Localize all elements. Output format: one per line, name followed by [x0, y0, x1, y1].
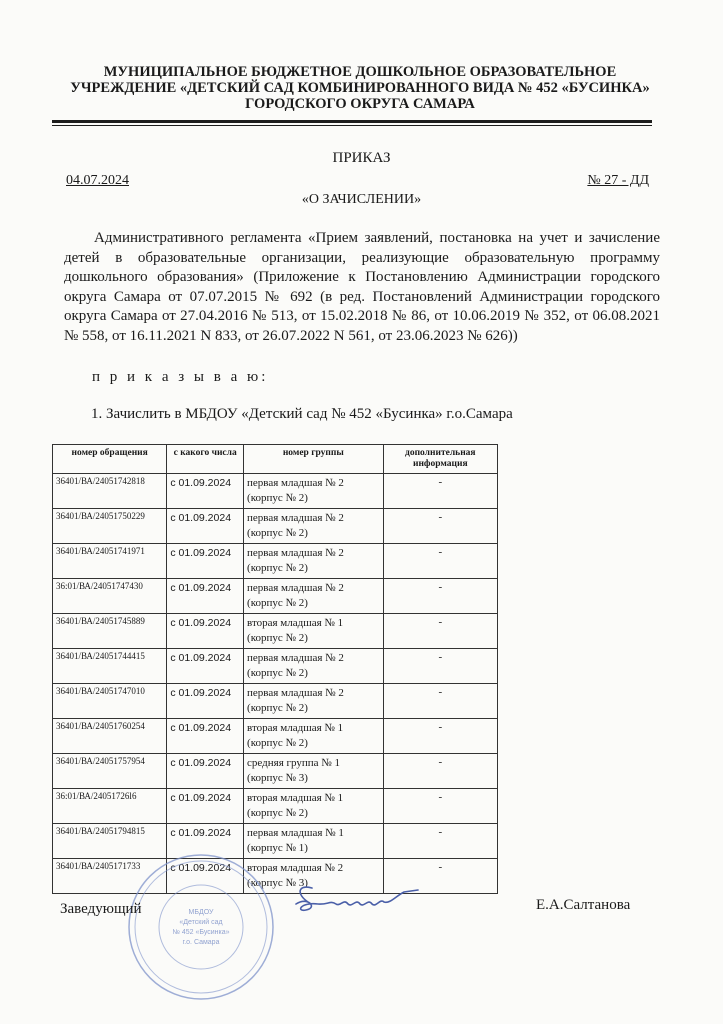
group-cell — [244, 789, 384, 824]
additional-info: - — [383, 859, 497, 894]
stamp-text-2: «Детский сад — [179, 919, 223, 926]
group-name: первая младшая № 2 — [247, 582, 344, 594]
table-row — [53, 579, 498, 614]
enroll-date: с 01.09.2024 — [167, 859, 244, 894]
additional-info: - — [383, 474, 497, 509]
group-name: первая младшая № 2 — [247, 512, 344, 524]
additional-info: - — [383, 754, 497, 789]
enroll-date: с 01.09.2024 — [167, 824, 244, 859]
enroll-date: с 01.09.2024 — [167, 579, 244, 614]
order-date: 04.07.2024 — [66, 173, 129, 188]
request-number: 36401/ВА/24051794815 — [53, 824, 167, 859]
request-number: 36:01/ВА/24051747430 — [53, 579, 167, 614]
group-building: (корпус № 3) — [247, 772, 308, 784]
group-cell — [244, 719, 384, 754]
enroll-date: с 01.09.2024 — [167, 754, 244, 789]
group-building: (корпус № 2) — [247, 632, 308, 644]
table-row — [53, 649, 498, 684]
stamp-text-3: № 452 «Бусинка» — [172, 929, 230, 936]
group-cell — [244, 684, 384, 719]
enrollment-table — [52, 444, 498, 894]
group-name: средняя группа № 1 — [247, 757, 341, 769]
additional-info: - — [383, 824, 497, 859]
request-number: 36401/ВА/2405171733 — [53, 859, 167, 894]
group-cell — [244, 544, 384, 579]
order-subject: «О ЗАЧИСЛЕНИИ» — [301, 192, 422, 207]
request-number: 36401/ВА/24051760254 — [53, 719, 167, 754]
column-header-date: с какого числа — [167, 445, 244, 474]
stamp-text-4: г.о. Самара — [182, 939, 220, 946]
stamp-text-1: МБДОУ — [188, 909, 214, 916]
request-number: 36401/ВА/24051745889 — [53, 614, 167, 649]
regulation-paragraph: Административного регламента «Прием заявлений, постановка на учет и зачисление детей в образовательные организации, реализующие образовательную программу дошкольного образования» (Приложение к Постановлению Администрации городского округа Самара от 07.07.2015 № 692 (в ред. Постановлений Администрации городского округа Самара от 27.04.2016 № 513, от 15.02.2018 № 86, от 10.06.2019 № 352, от 06.08.2021 № 558, от 16.11.2021 N 833, от 26.07.2022 N 561, от 23.06.2023 № 626)) — [64, 230, 660, 344]
group-building: (корпус № 3) — [247, 877, 308, 889]
table-row — [53, 719, 498, 754]
group-name: вторая младшая № 2 — [247, 862, 344, 874]
request-number: 36401/ВА/24051741971 — [53, 544, 167, 579]
additional-info: - — [383, 789, 497, 824]
group-name: первая младшая № 2 — [247, 547, 344, 559]
group-building: (корпус № 2) — [247, 527, 308, 539]
header-rule-thick — [52, 120, 652, 123]
order-number: № 27 - ДД — [587, 173, 649, 188]
group-name: первая младшая № 2 — [247, 687, 344, 699]
group-building: (корпус № 2) — [247, 737, 308, 749]
enroll-date: с 01.09.2024 — [167, 649, 244, 684]
enroll-date: с 01.09.2024 — [167, 509, 244, 544]
group-cell — [244, 614, 384, 649]
group-name: первая младшая № 2 — [247, 652, 344, 664]
additional-info: - — [383, 719, 497, 754]
enroll-date: с 01.09.2024 — [167, 789, 244, 824]
request-number: 36:01/ВА/24051726l6 — [53, 789, 167, 824]
column-header-group: номер группы — [244, 445, 384, 474]
enroll-date: с 01.09.2024 — [167, 684, 244, 719]
additional-info: - — [383, 614, 497, 649]
additional-info: - — [383, 544, 497, 579]
group-building: (корпус № 1) — [247, 842, 308, 854]
table-header-row — [53, 445, 498, 474]
group-name: первая младшая № 2 — [247, 477, 344, 489]
header-line-1: МУНИЦИПАЛЬНОЕ БЮДЖЕТНОЕ ДОШКОЛЬНОЕ ОБРАЗОВАТЕЛЬНОЕ — [103, 64, 617, 80]
enroll-date: с 01.09.2024 — [167, 719, 244, 754]
table-row — [53, 614, 498, 649]
column-header-request: номер обращения — [53, 445, 167, 474]
group-building: (корпус № 2) — [247, 492, 308, 504]
group-building: (корпус № 2) — [247, 807, 308, 819]
enroll-date: с 01.09.2024 — [167, 544, 244, 579]
order-item-1: 1. Зачислить в МБДОУ «Детский сад № 452 «Бусинка» г.о.Самара — [91, 406, 513, 422]
header-line-2: УЧРЕЖДЕНИЕ «ДЕТСКИЙ САД КОМБИНИРОВАННОГО ВИДА № 452 «БУСИНКА» — [70, 80, 650, 96]
table-row — [53, 754, 498, 789]
header-rule-thin — [52, 125, 652, 126]
request-number: 36401/ВА/24051744415 — [53, 649, 167, 684]
group-name: вторая младшая № 1 — [247, 792, 344, 804]
group-cell — [244, 649, 384, 684]
group-building: (корпус № 2) — [247, 702, 308, 714]
table-row — [53, 474, 498, 509]
group-building: (корпус № 2) — [247, 562, 308, 574]
order-command: п р и к а з ы в а ю: — [92, 369, 269, 385]
additional-info: - — [383, 649, 497, 684]
group-cell — [244, 579, 384, 614]
group-name: вторая младшая № 1 — [247, 617, 344, 629]
request-number: 36401/ВА/24051757954 — [53, 754, 167, 789]
request-number: 36401/ВА/24051742818 — [53, 474, 167, 509]
column-header-info: дополнительная информация — [383, 445, 497, 474]
additional-info: - — [383, 579, 497, 614]
group-cell — [244, 509, 384, 544]
enroll-date: с 01.09.2024 — [167, 614, 244, 649]
order-title: ПРИКАЗ — [332, 150, 391, 166]
group-building: (корпус № 2) — [247, 597, 308, 609]
header-line-3: ГОРОДСКОГО ОКРУГА САМАРА — [245, 96, 475, 112]
table-row — [53, 789, 498, 824]
organization-header — [60, 64, 660, 112]
group-cell — [244, 754, 384, 789]
table-row — [53, 544, 498, 579]
table-row — [53, 684, 498, 719]
signatory-name: Е.А.Салтанова — [536, 897, 631, 913]
signatory-title: Заведующий — [60, 901, 142, 917]
group-cell — [244, 474, 384, 509]
additional-info: - — [383, 684, 497, 719]
group-building: (корпус № 2) — [247, 667, 308, 679]
organization-stamp — [126, 852, 276, 1007]
request-number: 36401/ВА/24051750229 — [53, 509, 167, 544]
table-row — [53, 509, 498, 544]
group-name: первая младшая № 1 — [247, 827, 344, 839]
request-number: 36401/ВА/24051747010 — [53, 684, 167, 719]
handwritten-signature — [278, 874, 428, 929]
group-name: вторая младшая № 1 — [247, 722, 344, 734]
enroll-date: с 01.09.2024 — [167, 474, 244, 509]
additional-info: - — [383, 509, 497, 544]
